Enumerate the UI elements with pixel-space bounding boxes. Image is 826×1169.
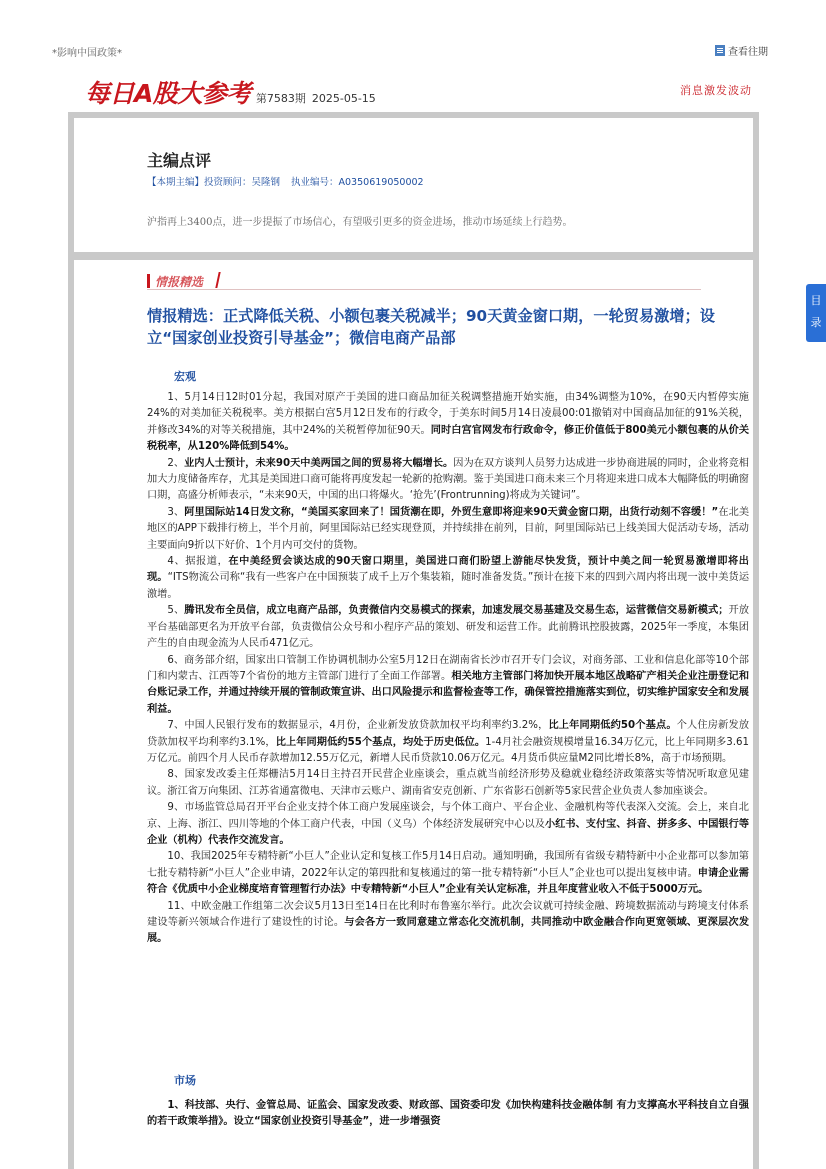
list-item: 4、据报道，在中美经贸会谈达成的90天窗口期里，美国进口商们盼望上游能尽快发货，预计中美之间一轮贸易激增即将出现。“ITS物流公司称“我有一些客户在中国预装了成千上万个集装箱，随时准备发货。”预计在接下来的四到六周内将出现一波中美货运激增。 bbox=[147, 556, 750, 600]
tag-slash-icon bbox=[215, 272, 220, 288]
editorial-body: 沪指再上3400点，进一步提振了市场信心，有望吸引更多的资金进场，推动市场延续上行趋势。 bbox=[147, 217, 573, 228]
issue-number: 第7583期 bbox=[255, 92, 306, 105]
archive-link[interactable] bbox=[715, 43, 768, 58]
editorial-panel bbox=[68, 112, 759, 258]
list-item: 10、我国2025年专精特新“小巨人”企业认定和复核工作5月14日启动。通知明确，我国所有省级专精特新中小企业都可以参加第七批专精特新“小巨人”企业申请，2022年认定的第四批和复核通过的第一批专精特新“小巨人”企业也可以提出复核申请。申请企业需符合《优质中小企业梯度培育管理暂行办法》中专精特新“小巨人”企业有关认定标准，并且年度营业收入不低于5000万元。 bbox=[147, 851, 749, 896]
intel-panel bbox=[68, 254, 759, 1169]
masthead bbox=[85, 74, 382, 110]
slogan: 消息激发波动 bbox=[680, 84, 752, 97]
list-item: 5、腾讯发布全员信，成立电商产品部，负责微信内交易模式的探索，加速发展交易基建及交易生态，运营微信交易新模式；开放平台基础部更名为开放平台部，负责微信公众号和小程序产品的策划、研发和运营工作。此前腾讯控股披露，2025年一季度，本集团产生的自由现金流为人民币471亿元。 bbox=[147, 605, 750, 650]
subheading-market: 市场 bbox=[174, 1074, 196, 1087]
issue-date: 2025-05-15 bbox=[311, 92, 376, 105]
list-item: 8、国家发改委主任郑栅洁5月14日主持召开民营企业座谈会，重点就当前经济形势及稳就业稳经济政策落实等情况听取意见建议。浙江省万向集团、江苏省通富微电、天津市云账户、湖南省安克创新、广东省影石创新等5家民营企业负责人参加座谈会。 bbox=[147, 769, 749, 797]
license-number: 执业编号：A0350619050002 bbox=[291, 177, 424, 188]
market-items bbox=[147, 1098, 749, 1131]
subheading-macro: 宏观 bbox=[174, 370, 196, 383]
archive-label: 查看往期 bbox=[728, 47, 768, 58]
list-item: 2、业内人士预计，未来90天中美两国之间的贸易将大幅增长。因为在双方谈判人员努力达成进一步协商进展的同时，企业将竞相加大力度储备库存，尤其是美国进口商可能将再度发起一轮新的抢购潮。鉴于美国进口商未来三个月将迎来进口成本大幅降低的明确窗口期，高盛分析师表示，“未来90天，中国的出口将爆火。‘抢先’(Frontrunning)将成为关键词”。 bbox=[147, 457, 749, 502]
issue-info bbox=[256, 90, 382, 106]
list-item: 7、中国人民银行发布的数据显示，4月份，企业新发放贷款加权平均利率约3.2%，比上年同期低约50个基点。个人住房新发放贷款加权平均利率约3.1%，比上年同期低约55个基点，均处于历史低位。1-4月社会融资规模增量16.34万亿元，比上年同期多3.61万亿元。前四个月人民币存款增加12.55万亿元，新增人民币贷款10.06万亿元。4月货币供应量M2同比增长8%，高于市场预期。 bbox=[147, 720, 750, 764]
editorial-title: 主编点评 bbox=[147, 151, 212, 170]
list-item: 9、市场监管总局召开平台企业支持个体工商户发展座谈会，与个体工商户、平台企业、金融机构等代表深入交流。会上，来自北京、上海、浙江、四川等地的个体工商户代表，中国（义乌）个体经济发展研究中心以及小红书、支付宝、抖音、拼多多、中国银行等企业（机构）代表作交流发言。 bbox=[147, 802, 750, 846]
toc-button[interactable]: 目录 bbox=[806, 284, 826, 342]
section-tag bbox=[147, 272, 701, 290]
editorial-meta bbox=[147, 174, 424, 188]
top-quote: *影响中国政策* bbox=[52, 48, 122, 59]
list-item: 11、中欧金融工作组第二次会议5月13日至14日在比利时布鲁塞尔举行。此次会议就可持续金融、跨境数据流动与跨境支付体系建设等新兴领域合作进行了建设性的讨论。与会各方一致同意建立常态化交流机制，共同推动中欧金融合作向更宽领域、更深层次发展。 bbox=[147, 900, 750, 945]
logo: 每日A股大参考 bbox=[85, 79, 251, 108]
list-item: 1、5月14日12时01分起，我国对原产于美国的进口商品加征关税调整措施开始实施，由34%调整为10%，在90天内暂停实施24%的对美加征关税税率。美方根据白宫5月12日发布的行政令，于美东时间5月14日凌晨00:01撤销对中国商品加征的91%关税，并修改34%的对等关税措施，其中24%的关税暂停加征90天。同时白宫官网发布行政命令，修正价值低于800美元小额包裹的从价关税税率，从120%降低到54%。 bbox=[147, 392, 750, 453]
list-item: 3、阿里国际站14日发文称，“美国买家回来了！国货潮在即，外贸生意即将迎来90天黄金窗口期，出货行动刻不容缓！”在北美地区的APP下载排行榜上，半个月前，阿里国际站已经实现登顶，并持续排在前列，目前，阿里国际站已上线美国大促活动专场，活动主要面向9折以下好价、1个月内可交付的货物。 bbox=[147, 506, 750, 551]
editor-info: 【本期主编】投资顾问：吴隆钢 bbox=[147, 177, 281, 188]
list-item: 6、商务部介绍，国家出口管制工作协调机制办公室5月12日在湖南省长沙市召开专门会议，对商务部、工业和信息化部等10个部门和内蒙古、江西等7个省份的地方主管部门进行了全面工作部署。相关地方主管部门将加快开展本地区战略矿产相关企业注册登记和台账记录工作，并通过持续开展的管制政策宣讲、出口风险提示和监督检查等工作，确保管控措施落实到位，切实维护国家安全和发展利益。 bbox=[147, 654, 750, 715]
intel-headline: 情报精选：正式降低关税、小额包裹关税减半；90天黄金窗口期，一轮贸易激增；设立“国家创业投资引导基金”；微信电商产品部 bbox=[147, 307, 715, 347]
section-tag-label: 情报精选 bbox=[155, 275, 204, 289]
macro-items bbox=[147, 390, 749, 948]
list-item: 1、科技部、央行、金管总局、证监会、国家发改委、财政部、国资委印发《加快构建科技金融体制 有力支撑高水平科技自立自强的若干政策举措》。设立“国家创业投资引导基金”，进一步增强资 bbox=[147, 1100, 749, 1128]
tag-bar-icon bbox=[147, 274, 150, 288]
calendar-icon bbox=[715, 45, 725, 56]
